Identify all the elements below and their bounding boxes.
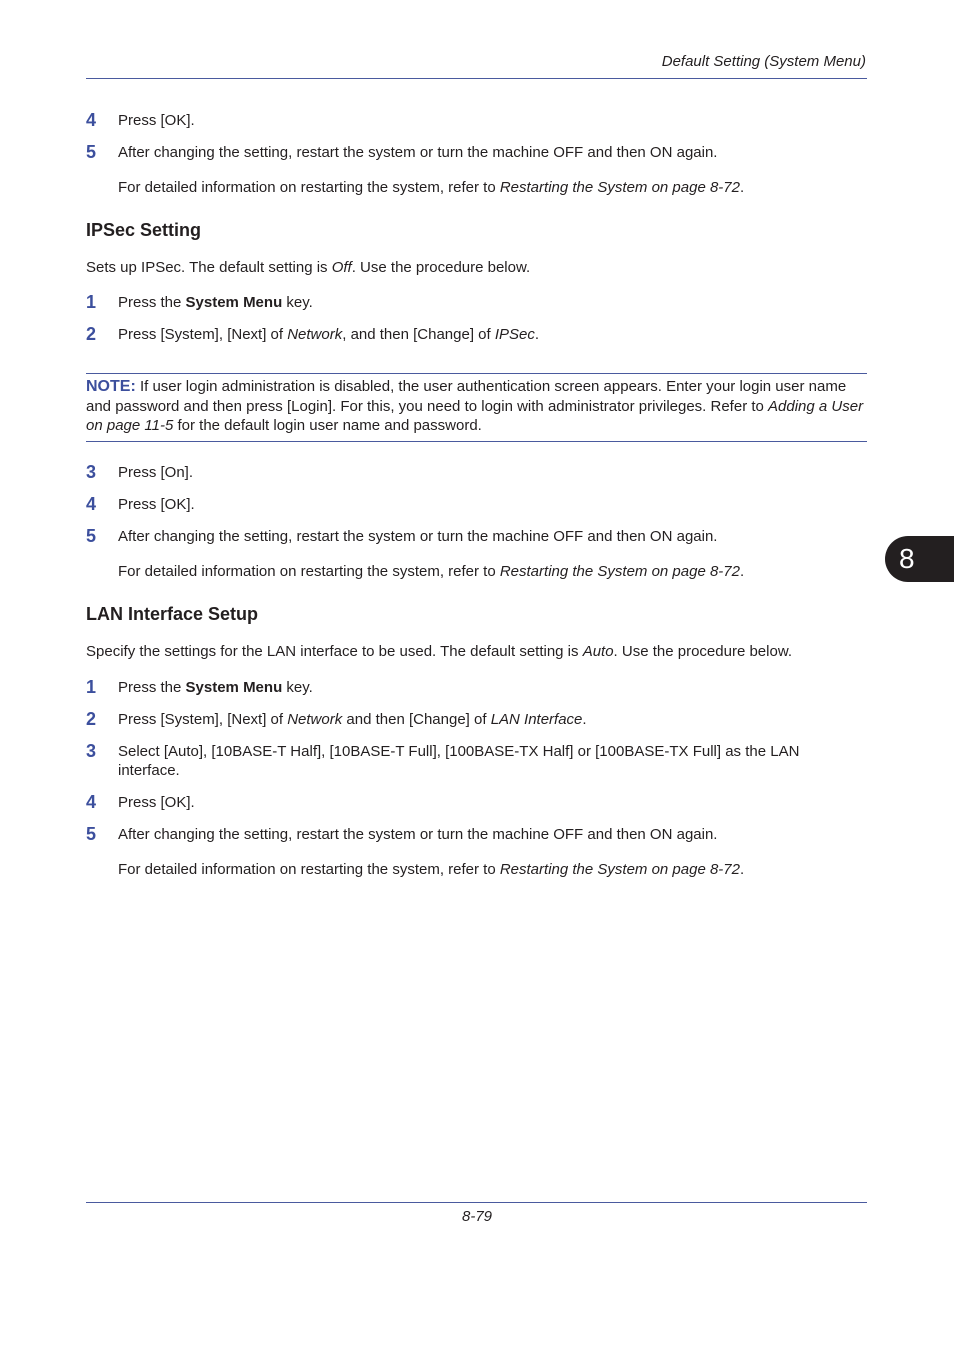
step-number: 3 xyxy=(86,741,97,761)
step-number: 5 xyxy=(86,142,97,162)
step-text: Press [System], [Next] of Network, and then [Change] of IPSec. xyxy=(118,326,540,343)
note-bottom-rule xyxy=(86,441,867,442)
running-header: Default Setting (System Menu) xyxy=(661,53,866,70)
footer-rule xyxy=(86,1202,867,1203)
section-intro: Specify the settings for the LAN interface to be used. The default setting is Auto. Use the procedure below. xyxy=(86,643,792,660)
step-text: Press [System], [Next] of Network and then [Change] of LAN Interface. xyxy=(118,711,587,728)
step-number: 5 xyxy=(86,824,97,844)
step-number: 4 xyxy=(86,494,97,514)
chapter-tab[interactable]: 8 xyxy=(885,536,954,582)
section-heading-lan: LAN Interface Setup xyxy=(86,604,259,624)
detail-reference: For detailed information on restarting the system, refer to Restarting the System on page 8-72. xyxy=(118,179,745,196)
step-text: Press the System Menu key. xyxy=(118,294,313,311)
step-number: 2 xyxy=(86,709,97,729)
step-number: 1 xyxy=(86,292,97,312)
step-text: Press [OK]. xyxy=(118,496,195,513)
step-text: Press the System Menu key. xyxy=(118,679,313,696)
step-text-continued: interface. xyxy=(118,762,180,779)
cross-reference-link[interactable]: Restarting the System on page 8-72 xyxy=(499,179,740,196)
step-number: 1 xyxy=(86,677,97,697)
step-text: Press [OK]. xyxy=(118,794,195,811)
step-number: 2 xyxy=(86,324,97,344)
step-text: Press [OK]. xyxy=(118,112,195,129)
step-number: 4 xyxy=(86,110,97,130)
step-text: Select [Auto], [10BASE-T Half], [10BASE-T Full], [100BASE-TX Half] or [100BASE-TX Full] as the LAN xyxy=(118,743,800,760)
detail-reference: For detailed information on restarting the system, refer to Restarting the System on page 8-72. xyxy=(118,563,745,580)
section-heading-ipsec: IPSec Setting xyxy=(86,220,202,240)
detail-reference: For detailed information on restarting the system, refer to Restarting the System on page 8-72. xyxy=(118,861,745,878)
note-label: NOTE: xyxy=(86,378,136,395)
step-number: 5 xyxy=(86,526,97,546)
section-intro: Sets up IPSec. The default setting is Off. Use the procedure below. xyxy=(86,259,531,276)
step-text: After changing the setting, restart the system or turn the machine OFF and then ON again. xyxy=(118,528,718,545)
cross-reference-link[interactable]: Adding a User on page 11-5 xyxy=(86,397,864,434)
cross-reference-link[interactable]: Restarting the System on page 8-72 xyxy=(499,563,740,580)
cross-reference-link[interactable]: Restarting the System on page 8-72 xyxy=(499,861,740,878)
step-text: After changing the setting, restart the system or turn the machine OFF and then ON again. xyxy=(118,826,718,843)
note-top-rule xyxy=(86,373,867,374)
page-number: 8-79 xyxy=(461,1208,493,1225)
step-text: After changing the setting, restart the system or turn the machine OFF and then ON again. xyxy=(118,144,718,161)
step-text: Press [On]. xyxy=(118,464,194,481)
header-rule xyxy=(86,78,867,79)
step-number: 4 xyxy=(86,792,97,812)
note-box: NOTE: If user login administration is disabled, the user authentication screen appears. Enter your login user name and password and then press [Login]. For this, you need to login with administrator privileges. Refer to Adding a User on page 11-5 for the default login user name and password. xyxy=(86,378,864,434)
step-number: 3 xyxy=(86,462,97,482)
